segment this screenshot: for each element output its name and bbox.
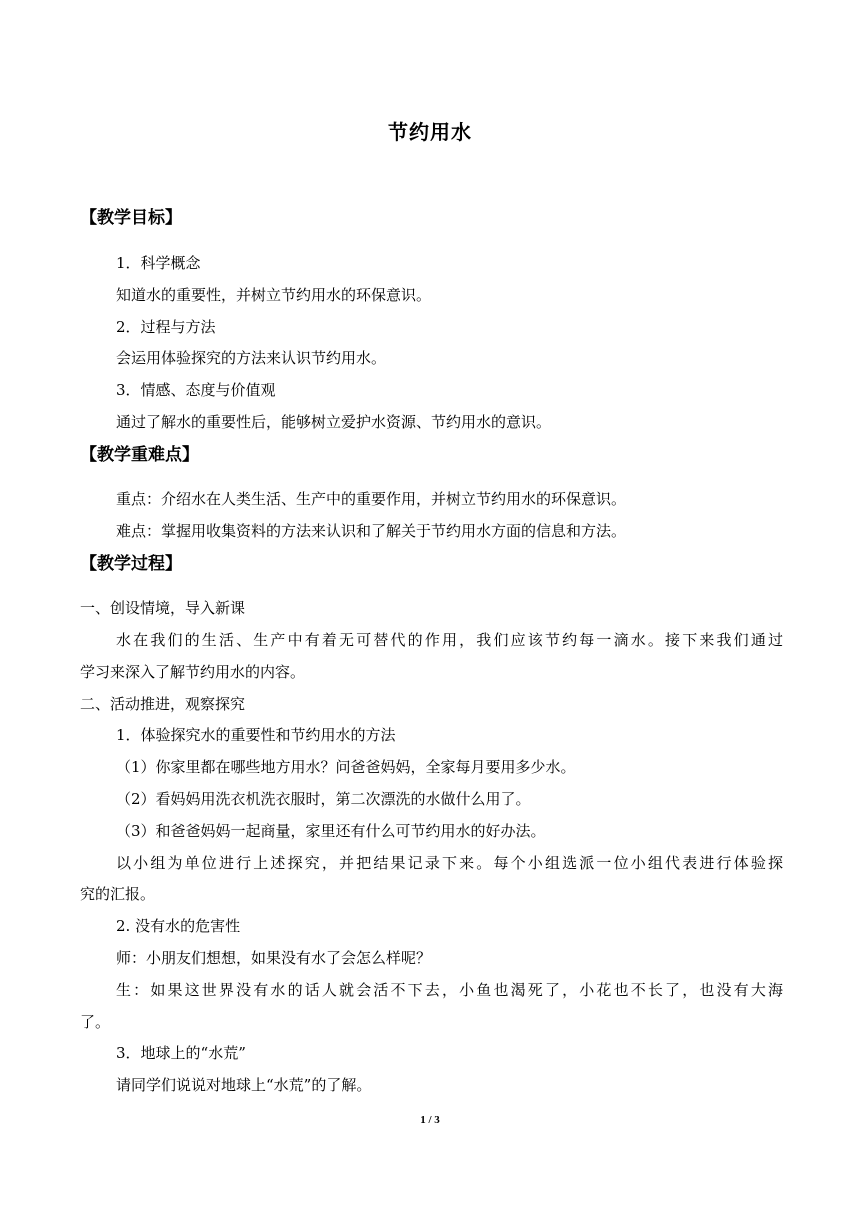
teacher-question: 师：小朋友们想想，如果没有水了会怎么样呢？ [116, 949, 432, 967]
process-step-1-title: 一、创设情境，导入新课 [80, 599, 246, 617]
process-paragraph: 究的汇报。 [80, 885, 156, 903]
activity-1-item-1: （1）你家里都在哪些地方用水？问爸爸妈妈，全家每月要用多少水。 [116, 758, 576, 776]
objective-item-3-text: 通过了解水的重要性后，能够树立爱护水资源、节约用水的意识。 [116, 413, 552, 431]
activity-1-title: 1．体验探究水的重要性和节约用水的方法 [116, 726, 396, 744]
process-paragraph: 水在我们的生活、生产中有着无可替代的作用，我们应该节约每一滴水。接下来我们通过 [116, 631, 783, 649]
section-heading-process: 【教学过程】 [80, 554, 182, 574]
student-answer: 了。 [80, 1013, 111, 1031]
process-paragraph: 以小组为单位进行上述探究，并把结果记录下来。每个小组选派一位小组代表进行体验探 [116, 854, 783, 872]
objective-item-2-title: 2．过程与方法 [116, 318, 216, 336]
process-step-2-title: 二、活动推进，观察探究 [80, 695, 246, 713]
student-answer: 生：如果这世界没有水的话人就会活不下去，小鱼也渴死了，小花也不长了，也没有大海 [116, 981, 783, 999]
keypoint-difficulty: 难点：掌握用收集资料的方法来认识和了解关于节约用水方面的信息和方法。 [116, 522, 627, 540]
page-number: 1 / 3 [420, 1114, 440, 1126]
activity-1-item-2: （2）看妈妈用洗衣机洗衣服时，第二次漂洗的水做什么用了。 [116, 790, 531, 808]
process-paragraph: 学习来深入了解节约用水的内容。 [80, 663, 306, 681]
objective-item-1-text: 知道水的重要性，并树立节约用水的环保意识。 [116, 286, 432, 304]
keypoint-focus: 重点：介绍水在人类生活、生产中的重要作用，并树立节约用水的环保意识。 [116, 490, 627, 508]
activity-1-item-3: （3）和爸爸妈妈一起商量，家里还有什么可节约用水的好办法。 [116, 822, 546, 840]
objective-item-1-title: 1．科学概念 [116, 254, 201, 272]
activity-3-text: 请同学们说说对地球上“水荒”的了解。 [116, 1076, 372, 1094]
section-heading-keypoints: 【教学重难点】 [80, 445, 199, 465]
objective-item-2-text: 会运用体验探究的方法来认识节约用水。 [116, 349, 387, 367]
page-title: 节约用水 [388, 120, 472, 144]
activity-3-title: 3．地球上的“水荒” [116, 1044, 246, 1062]
section-heading-objectives: 【教学目标】 [80, 208, 182, 228]
activity-2-title: 2. 没有水的危害性 [116, 917, 241, 935]
objective-item-3-title: 3．情感、态度与价值观 [116, 381, 276, 399]
